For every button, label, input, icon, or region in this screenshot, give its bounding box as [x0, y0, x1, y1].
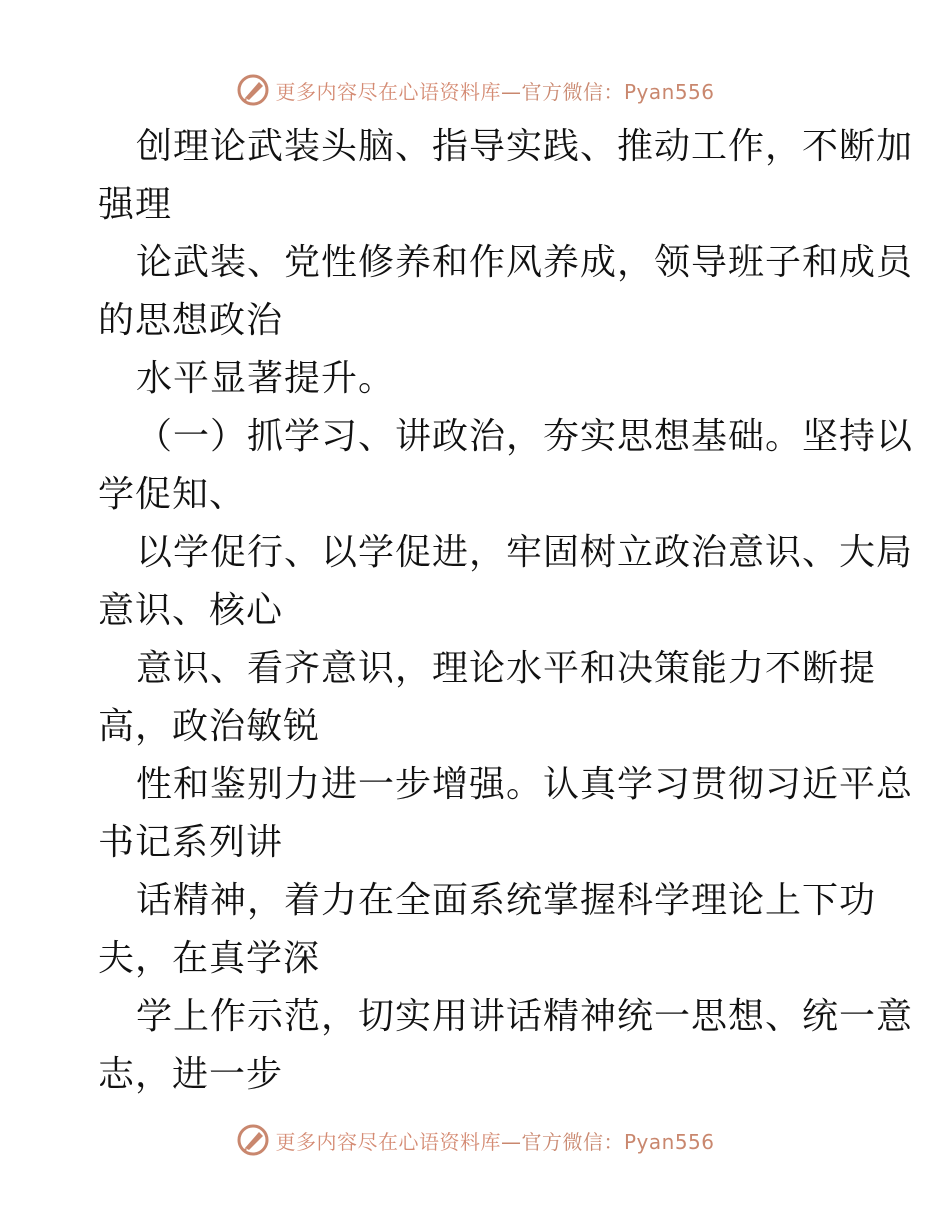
- text-line: 以学促行、以学促进，牢固树立政治意识、大局: [136, 532, 914, 573]
- text-line: 创理论武装头脑、指导实践、推动工作，不断加: [136, 126, 914, 167]
- text-line: 志，进一步: [98, 1054, 284, 1095]
- document-body: [98, 118, 914, 1104]
- text-line: 意识、核心: [98, 590, 284, 631]
- watermark-text: 更多内容尽在心语资料库—官方微信：Pyan556: [275, 79, 715, 104]
- text-line: 学促知、: [98, 474, 247, 515]
- text-line: 高，政治敏锐: [98, 706, 321, 747]
- header-watermark: [0, 70, 950, 110]
- pen-logo-icon: [235, 1122, 271, 1158]
- text-line: 强理: [98, 184, 173, 225]
- text-line: 学上作示范，切实用讲话精神统一思想、统一意: [136, 996, 914, 1037]
- text-line: 话精神，着力在全面系统掌握科学理论上下功: [136, 880, 877, 921]
- pen-logo-icon: [235, 72, 271, 108]
- text-line: 论武装、党性修养和作风养成，领导班子和成员: [136, 242, 914, 283]
- watermark-text: 更多内容尽在心语资料库—官方微信：Pyan556: [275, 1129, 715, 1154]
- text-line: 夫，在真学深: [98, 938, 321, 979]
- text-line: 水平显著提升。: [136, 358, 396, 399]
- text-line: 的思想政治: [98, 300, 284, 341]
- footer-watermark: [0, 1120, 950, 1160]
- text-line: 书记系列讲: [98, 822, 284, 863]
- text-line: 意识、看齐意识，理论水平和决策能力不断提: [136, 648, 877, 689]
- text-line: （一）抓学习、讲政治，夯实思想基础。坚持以: [136, 416, 914, 457]
- text-line: 性和鉴别力进一步增强。认真学习贯彻习近平总: [136, 764, 914, 805]
